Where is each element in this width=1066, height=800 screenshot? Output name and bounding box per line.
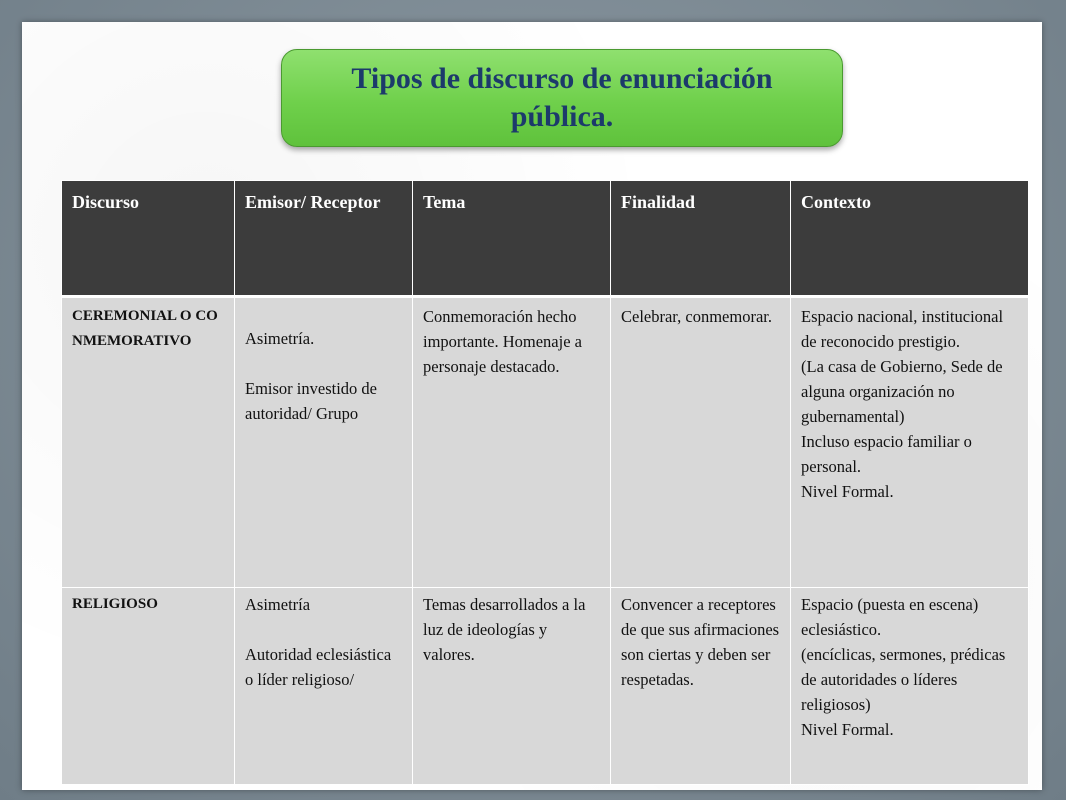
contexto-line: Espacio (puesta en escena) eclesiástico. (801, 595, 979, 639)
cell-finalidad: Convencer a receptores de que sus afirmaciones son ciertas y deben ser respetadas. (611, 588, 791, 785)
cell-emisor (235, 297, 413, 588)
table (61, 180, 1029, 785)
contexto-line: Espacio nacional, institucional de reconocido prestigio. (801, 307, 1004, 351)
cell-emisor (235, 588, 413, 785)
table-row (62, 588, 1029, 785)
cell-finalidad: Celebrar, conmemorar. (611, 297, 791, 588)
emisor-line: Asimetría. (245, 329, 315, 348)
contexto-line: Nivel Formal. (801, 720, 894, 739)
column-header-discurso: Discurso (62, 181, 235, 297)
cell-discurso: RELIGIOSO (62, 588, 235, 785)
emisor-line: Autoridad eclesiástica o líder religioso/ (245, 645, 392, 689)
column-header-finalidad: Finalidad (611, 181, 791, 297)
emisor-line: Asimetría (245, 595, 311, 614)
contexto-line: (encíclicas, sermones, prédicas de autoridades o líderes religiosos) (801, 645, 1006, 714)
slide-title: Tipos de discurso de enunciación pública. (351, 62, 773, 133)
table-row (62, 297, 1029, 588)
column-header-tema: Tema (413, 181, 611, 297)
cell-discurso: CEREMONIAL O CONMEMORATIVO (62, 297, 235, 588)
column-header-emisor: Emisor/ Receptor (235, 181, 413, 297)
cell-tema: Temas desarrollados a la luz de ideologías y valores. (413, 588, 611, 785)
title-box (281, 49, 843, 147)
emisor-line: Emisor investido de autoridad/ Grupo (245, 379, 377, 423)
cell-tema: Conmemoración hecho importante. Homenaje a personaje destacado. (413, 297, 611, 588)
cell-contexto (791, 297, 1029, 588)
discourse-table (61, 180, 1028, 785)
header-row (62, 181, 1029, 297)
contexto-line: Nivel Formal. (801, 482, 894, 501)
contexto-line: Incluso espacio familiar o personal. (801, 432, 972, 476)
column-header-contexto: Contexto (791, 181, 1029, 297)
contexto-line: (La casa de Gobierno, Sede de alguna organización no gubernamental) (801, 357, 1003, 426)
cell-contexto (791, 588, 1029, 785)
slide (22, 22, 1042, 790)
